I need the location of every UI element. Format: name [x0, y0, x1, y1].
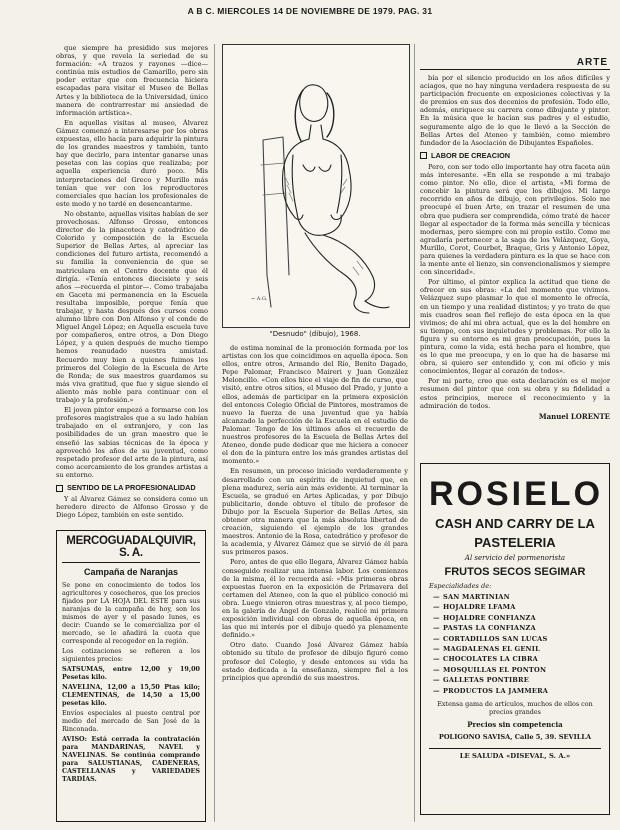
paragraph: En resumen, un proceso iniciado verdaderamente y desarrollado con un espíritu de inquietud que, en plena madurez, sería aún más evidente. Al terminar la Escuela, se graduó en Artes Aplicadas, y por Dibujo publicitario, donde obtuvo el título de profesor de Dibujo por la Escuela Superior de Bellas Artes, sin obtener otra manera que la más absoluta libertad de creación, siguiendo el ejemplo de los grandes maestros. Antonio de la Rosa, catedrático y profesor de la academia, y Álvarez Gámez que se sirvió de él para sus primeros pasos. [222, 467, 408, 557]
list-item: — MAGDALENAS EL GENIL [433, 645, 540, 654]
divider [420, 69, 610, 70]
ad-service: Al servicio del pormenorista [464, 554, 566, 562]
paragraph: El joven pintor empezó a formarse con los profesores magistrales que a su lado habían trabajado en el extranjero, y con las posibilidades de un gran maestro que le enseñó las sabias técnicas de la época y aprovechó los años de su juventud, como respetado profesor del arte de la pintura, así como acercamiento de los grandes artistas a su entorno. [56, 406, 208, 479]
list-item: — CORTADILLOS SAN LUCAS [433, 634, 548, 643]
ad-paragraph: AVISO: Está cerrada la contratación para MANDARINAS, NAVEL y NAVELINAS. Se continúa comprando para SALUSTIANAS, CADENERAS, CASTELLANAS y VARIEDADES TARDÍAS. [62, 735, 200, 783]
paragraph: Otro dato. Cuando José Álvarez Gámez había obtenido su título de profesor de dibujo figuró como profesor del Colegio, y desde entonces su vida ha estado dedicada a la enseñanza, siempre fiel a los principios que aprendió de sus maestros. [222, 641, 408, 682]
section-heading: SENTIDO DE LA PROFESIONALIDAD [56, 484, 208, 492]
ad-brand: ROSIELO [429, 475, 604, 513]
list-item: — PASTAS LA CONFIANZA [433, 624, 536, 633]
list-item: — PRODUCTOS LA JAMMERA [433, 686, 549, 695]
ad-paragraph: Los cotizaciones se refieren a los siguientes precios: [62, 647, 200, 663]
advertisement-rosielo [420, 463, 610, 815]
article-column-1 [56, 44, 208, 528]
ad-frutos: FRUTOS SECOS SEGIMAR [444, 566, 586, 578]
paragraph: bía por el silencio producido en los años difíciles y aciagos, que no hay ninguna verdadera respuesta de su participación frecuente en exposiciones colectivas y la de premios en sus dos decenios de profesión. Todo ello, además, enriquece su carrera como dibujante y pintor. En la música que le hacían sus padres y el estudio, seguramente algo de lo que le llevó a la Sección de Bellas Artes del Ateneo y también, como miembro fundador de la Asociación de Dibujantes Españoles. [420, 74, 610, 147]
list-item: — MOSQUILLAS EL PONTON [433, 665, 547, 674]
paragraph: En aquellas visitas al museo, Álvarez Gámez comenzó a interesarse por los obras expuestas, ello hacía para adquirir la pintura de los grandes maestros y también, tanto hay que decirlo, para intentar ganarse unas pesetas con las copias que realizaba; por aquella experiencia duró poco. Mis interpretaciones del Greco y Murillo más tenían que ver con los reproductores comerciales que hacían los profesionales de este modo y no tardé en desencantarme. [56, 118, 208, 208]
drawing-icon [223, 45, 409, 327]
divider [414, 44, 415, 822]
article-column-3 [222, 344, 408, 822]
divider [214, 44, 215, 822]
svg-text:~ A.G.: ~ A.G. [251, 296, 268, 302]
list-item: — GALLETAS PONTIBRE [433, 676, 529, 685]
section-label: ARTE [576, 57, 608, 68]
list-item: — HOJALDRE LFAMA [433, 603, 516, 612]
paragraph: Pero, con ser todo ello importante hay otra faceta aún más interesante. «En ella se responde a mi trabajo como pintor. No ello, dice el artista, «Mi forma de concebir la pintura será que los dibujos. Mi largo recorrido en años de dibujo, con privilegios. Solo me preocupé el buen Arte, en trazar el resumen de una obra que pudiera ser comprendida, cómo traté de hacer llegar al espectador de la forma más sencilla y técnicas modernas, pero siempre con mi propio estilo. Como me agradaría pertenecer a la saga de los Velázquez, Goya, Murillo, Corot, Courbet, Braque, Gris y Antonio López, para quienes la verdadera pintura es la que se hace con la mente ante el lienzo, sin convencionalismos y siempre con sinceridad». [420, 162, 610, 277]
paragraph: Por último, el pintor explica la actitud que tiene de ofrecer en sus obras: «La del momento que vivimos. Velázquez supo plasmar lo que el momento le ofrecía, en un tiempo y una realidad distintos; y yo trato de que mis cuadros sean fiel reflejo de esta época en la que vivimos; de ahí mi obra actual, que es la del hombre en su tiempo, con sus inquietudes y problemas. Por ello la figura y su entorno es mi gran preocupación, pues la pintura, como la vida, está hecha para el hombre, que es lo que me preocupa, y en lo que ha de basarse mi obra, si quiero ser entendido y, con mi oficio y mis conocimientos, llegar al corazón de todos». [420, 278, 610, 376]
ad-address: POLIGONO SAVISA, Calle 5, 39. SEVILLA [438, 733, 592, 742]
ad-product-list [429, 592, 601, 696]
ad-headline: PASTELERIA [474, 535, 556, 550]
ad-paragraph: NAVELINA, 12,00 a 15,50 Ptas kilo; CLEMENTINAS, de 14,50 a 15,00 pesetas kilo. [62, 683, 200, 707]
paragraph: que siempre ha presidido sus mejores obras, y que revela la seriedad de su formación: «A trazos y rayones —dice— continúa mis estudios de Camarillo, pero sin poder evitar que con frecuencia hiciera escapadas para visitar el Museo de Bellas Artes y la biblioteca de la Universidad, único manera de contrarrestar mi ansiedad de información artística». [56, 44, 208, 117]
ad-subtitle: Campaña de Naranjas [83, 567, 179, 577]
list-item: — CHOCOLATES LA CIBRA [433, 655, 538, 664]
illustration-nude-drawing [222, 44, 410, 328]
paragraph: Por mi parte, creo que esta declaración es el mejor resumen del pintor que con su obra y su fidelidad a estos principios, merece el reconocimiento y la admiración de todos. [420, 377, 610, 410]
paragraph: No obstante, aquellas visitas habían de ser provechosas. Alfonso Grosso, entonces director de la pinacoteca y catedrático de Colorido y composición de la Escuela Superior de Bellas Artes, al apreciar las condiciones del futuro artista, recomendó a su familia la conveniencia de que se matriculara en el Centro docente que él dirigía. «Tenía entonces diecisiete y seis años —recuerda el pintor—. Como trabajaba en Gaceta mi permanencia en la Escuela resultaba imposible, porque fenía que trabajar, y hasta después dos cursos como alumno libre con Don Alfonso y el conde de Miguel Ángel López; en Aquella escuela tuve por compañeros, entre otros, a Don Diego López, y a quien después de mucho tiempo hemos reanudado nuestra amistad. Recuerdo muy bien a quienes fuimos los primeros del Colegio de la Escuela de Arte de Ronda; de sus maestros guardamos su más viva gratitud, que fue y sigue siendo el aliento más noble para continuar con el trabajo y la profesión.» [56, 209, 208, 405]
illustration-caption: "Desnudo" (dibujo), 1968. [269, 330, 361, 338]
ad-paragraph: SATSUMAS, entre 12,00 y 19,00 Pesetas kilo. [62, 665, 200, 681]
square-icon [420, 152, 427, 159]
page-header: A B C. MIERCOLES 14 DE NOVIEMBRE DE 1979. PAG. 31 [187, 6, 433, 16]
ad-specialties-label: Especialidades de: [429, 582, 492, 590]
ad-price-note: Precios sin competencia [467, 720, 563, 730]
ad-brand: MERCOGUADALQUIVIR, S. A. [62, 535, 200, 563]
paragraph: Pero, antes de que ello llegara, Álvarez Gámez había conseguido realizar una intensa labor. Los comienzos de la misma, él lo recuerda así: «Mis primeras obras expuestas fueron en la exposición de Primavera del certamen del Ateneo, con la que el público conoció mi obra. Luego vinieron otras muestras y, al poco tiempo, en la galería de Ángel de Gonzalo, realicé mi primera exposición individual con obras de aquella época, en las que mi interés por el dibujo quedó ya plenamente definido.» [222, 558, 408, 640]
ad-paragraph: Envíos especiales al puesto central por medio del mercado de San José de la Rinconada. [62, 709, 200, 733]
list-item: — HOJALDRE CONFIANZA [433, 613, 536, 622]
author-signature: Manuel LORENTE [538, 411, 610, 421]
ad-sign-off: LE SALUDA «DISEVAL, S. A.» [429, 748, 601, 760]
paragraph: de estima nominal de la promoción formada por los artistas con los que coincidimos en aquella época. Son ellos, entre otros, Armando del Río, Benito Dagado, Pepe Palomar, Francisco Maireri y Juan González Meloncillo. «Con ellos hice el viaje de fin de curso, que visitó, entre otros sitios, el Museo del Prado, y junto a ellos, además de participar en la primera exposición del entonces Colegio Oficial de Pintores, mostramos de nuevo la fuerza de una juventud que ya había alcanzado la perfección de la Escuela en el estudio de Palomar. Tengo de los últimos años el recuerdo de nuestros profesores de la Escuela de Bellas Artes del Ateneo, donde pude dedicar que me hiciera a conocer el don de la pintura entre los más grandes artistas del momento.» [222, 344, 408, 466]
ad-body [62, 581, 200, 783]
advertisement-mercoguadalquivir [56, 530, 206, 822]
paragraph: Y al Álvarez Gámez se considera como un heredero directo de Alfonso Grosso y de Diego López, también en este sentido. [56, 495, 208, 520]
section-heading: LABOR DE CREACION [420, 152, 610, 160]
square-icon [56, 485, 63, 492]
ad-paragraph: Se pone en conocimiento de todos los agricultores y cosecheros, que los precios fijados por LA HOJA DEL ESTE para sus naranjas de la campaña de hoy, son los mismos de ayer y el pasado lunes, es decir: Cuando se le comercializa por el mercado, se le añadirá la cuota que corresponde al recogedor en la región. [62, 581, 200, 645]
list-item: — SAN MARTINIAN [433, 593, 510, 601]
ad-note: Extensa gama de artículos, muchos de ellos con precios grandes [437, 700, 593, 717]
ad-headline: CASH AND CARRY DE LA [435, 516, 595, 531]
article-column-4 [420, 74, 610, 458]
